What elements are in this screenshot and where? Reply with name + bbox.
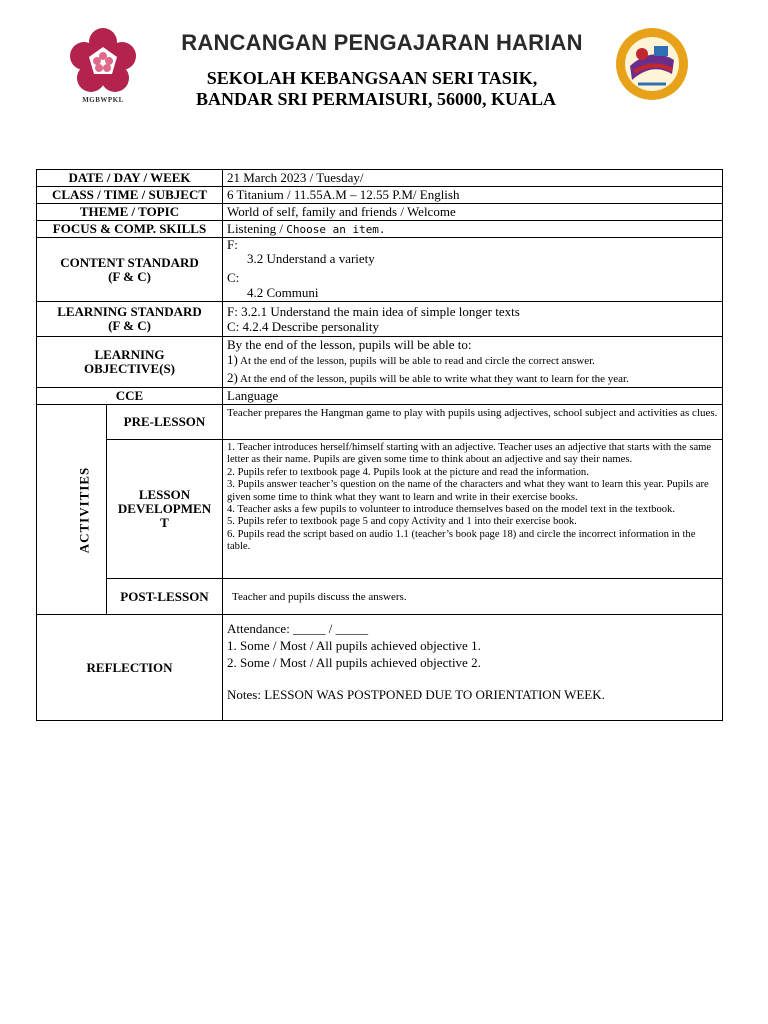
objectives-label xyxy=(37,337,223,388)
objective-item xyxy=(227,371,718,386)
lesson-development-label-line2: DEVELOPMEN xyxy=(117,501,212,516)
pre-lesson-label: PRE-LESSON xyxy=(107,405,223,440)
reflection-value[interactable] xyxy=(223,615,723,721)
content-standard-label-line2: (F & C) xyxy=(108,268,151,284)
reflection-label: REFLECTION xyxy=(37,615,223,721)
row-post-lesson xyxy=(37,579,723,615)
objective-text: At the end of the lesson, pupils will be able to write what they want to learn for the year. xyxy=(240,373,629,385)
development-step: 1. Teacher introduces herself/himself starting with an adjective. Teacher uses an adjective that starts with the same letter as their name. Pupils are given some time to think about an adjective and say their names. xyxy=(227,442,712,466)
theme-value[interactable]: World of self, family and friends / Welcome xyxy=(223,204,723,221)
pre-lesson-text[interactable]: Teacher prepares the Hangman game to play with pupils using adjectives, school subject and activities as clues. xyxy=(223,405,723,440)
development-step: 3. Pupils answer teacher’s question on the name of the characters and what they want to learn this year. Pupils are given some time to think what they want to learn and write in their exercise books. xyxy=(227,479,709,503)
row-focus xyxy=(37,221,723,238)
school-name-line1: SEKOLAH KEBANGSAAN SERI TASIK, xyxy=(206,68,538,88)
focus-skill[interactable]: Listening / xyxy=(227,221,283,236)
learning-standard-value[interactable] xyxy=(223,302,723,337)
objective-number: 1) xyxy=(227,352,238,367)
row-date xyxy=(37,170,723,187)
document-title: RANCANGAN PENGAJARAN HARIAN xyxy=(181,30,583,55)
row-cce xyxy=(37,388,723,405)
row-theme xyxy=(37,204,723,221)
development-step: 5. Pupils refer to textbook page 5 and copy Activity and 1 into their exercise book. xyxy=(227,516,577,528)
class-label: CLASS / TIME / SUBJECT xyxy=(37,187,223,204)
left-logo-label: MGBWPKL xyxy=(82,96,124,104)
cce-label: CCE xyxy=(37,388,223,405)
content-f-text: 3.2 Understand a variety xyxy=(247,251,375,266)
focus-label: FOCUS & COMP. SKILLS xyxy=(37,221,223,238)
content-c-text: 4.2 Communi xyxy=(247,285,319,300)
row-reflection xyxy=(37,615,723,721)
learning-c-text: C: 4.2.4 Describe personality xyxy=(227,319,379,334)
content-standard-label-line1: CONTENT STANDARD xyxy=(60,254,199,270)
focus-value xyxy=(223,221,723,238)
learning-f-text: F: 3.2.1 Understand the main idea of simple longer texts xyxy=(227,304,520,319)
class-value[interactable]: 6 Titanium / 11.55A.M – 12.55 P.M/ English xyxy=(223,187,723,204)
content-f-prefix: F: xyxy=(227,237,238,252)
learning-standard-label-line1: LEARNING STANDARD xyxy=(57,304,202,319)
lesson-development-label-line1: LESSON xyxy=(138,487,191,502)
post-lesson-label: POST-LESSON xyxy=(107,579,223,615)
development-step: 4. Teacher asks a few pupils to volunteer to introduce themselves based on the model text in the textbook. xyxy=(227,504,676,516)
objectives-label-line1: LEARNING xyxy=(94,347,165,362)
lesson-development-label-line3: T xyxy=(160,515,169,530)
objectives-label-line2: OBJECTIVE(S) xyxy=(83,361,176,376)
objectives-value[interactable] xyxy=(223,337,723,388)
school-name-line2: BANDAR SRI PERMAISURI, 56000, KUALA xyxy=(195,89,557,109)
lesson-development-steps[interactable] xyxy=(223,440,723,579)
row-lesson-development xyxy=(37,440,723,579)
lesson-plan-table xyxy=(36,169,723,721)
date-value[interactable]: 21 March 2023 / Tuesday/ xyxy=(223,170,723,187)
row-class xyxy=(37,187,723,204)
cce-value[interactable]: Language xyxy=(223,388,723,405)
learning-standard-label xyxy=(37,302,223,337)
row-learning-standard xyxy=(37,302,723,337)
objective1-reflection: 1. Some / Most / All pupils achieved objective 1. xyxy=(227,638,481,653)
activities-vertical-label: ACTIVITIES xyxy=(76,466,92,553)
activities-side-cell xyxy=(37,405,107,615)
attendance-line: Attendance: _____ / _____ xyxy=(227,621,369,636)
row-objectives xyxy=(37,337,723,388)
reflection-notes: Notes: LESSON WAS POSTPONED DUE TO ORIENTATION WEEK. xyxy=(227,687,605,702)
choose-item-dropdown[interactable]: Choose an item. xyxy=(286,223,386,236)
objective-number: 2) xyxy=(227,370,238,385)
development-step: 6. Pupils read the script based on audio 1.1 (teacher’s book page 18) and circle the incorrect information in the table. xyxy=(227,528,696,553)
lesson-development-label xyxy=(107,440,223,579)
development-step: 2. Pupils refer to textbook page 4. Pupils look at the picture and read the information. xyxy=(227,466,589,478)
objective2-reflection: 2. Some / Most / All pupils achieved objective 2. xyxy=(227,655,481,670)
objective-item xyxy=(227,353,718,368)
theme-label: THEME / TOPIC xyxy=(37,204,223,221)
school-crest-logo xyxy=(614,26,690,102)
row-content-standard xyxy=(37,238,723,302)
document-header xyxy=(0,0,768,130)
content-standard-label xyxy=(37,238,223,302)
date-label: DATE / DAY / WEEK xyxy=(37,170,223,187)
objectives-intro: By the end of the lesson, pupils will be able to: xyxy=(227,337,472,352)
learning-standard-label-line2: (F & C) xyxy=(108,318,151,333)
objective-text: At the end of the lesson, pupils will be able to read and circle the correct answer. xyxy=(240,355,595,367)
post-lesson-text[interactable]: Teacher and pupils discuss the answers. xyxy=(223,579,723,615)
content-c-prefix: C: xyxy=(227,270,240,285)
row-pre-lesson xyxy=(37,405,723,440)
content-standard-value[interactable] xyxy=(223,238,723,302)
